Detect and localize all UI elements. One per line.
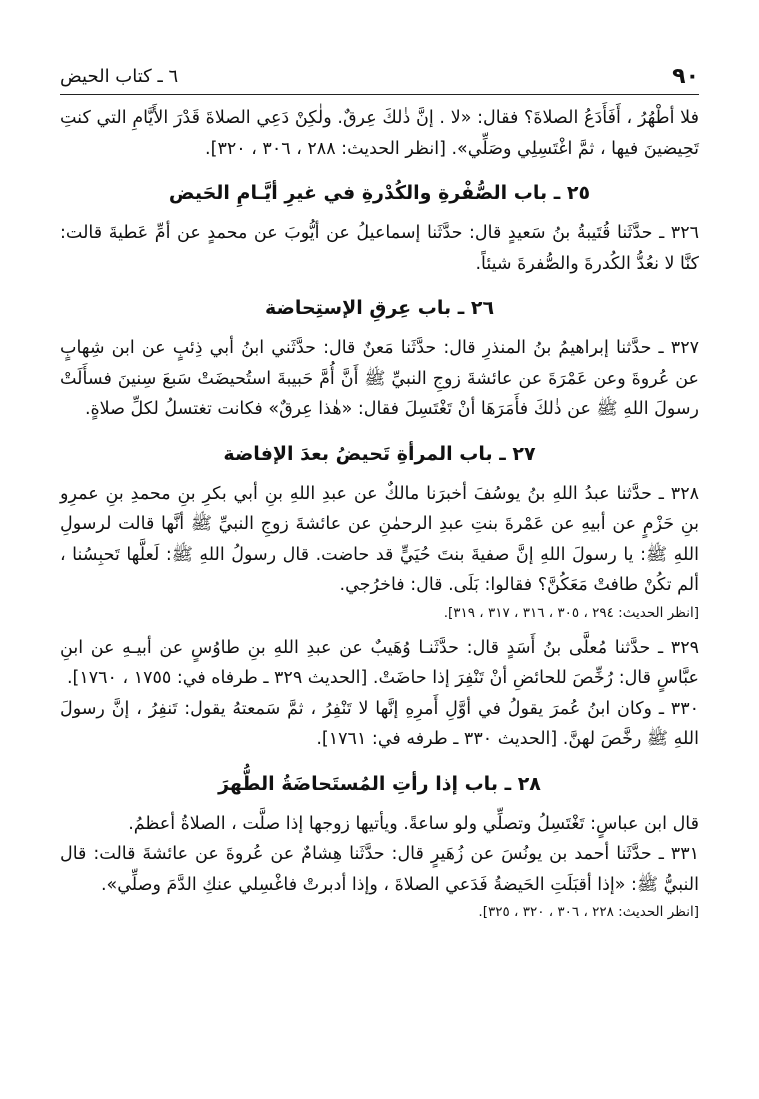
hadith-paragraph: ٣٣١ ـ حدَّثَنا أحمد بن يونُسَ عن زُهَيرٍ قال: حدَّثَنا هِشامٌ عن عُروةَ عن عائشةَ قالت: قال النبيُّ ﷺ: «إذا أقبَلَتِ الحَيضةُ فَدَعي الصلاةَ ، وإذا أدبرتْ فاغْسِلي عنكِ الدَّمَ وصلِّي».: [60, 844, 699, 895]
hadith-paragraph: ٣٢٦ ـ حدَّثَنا قُتَيبةُ بنُ سَعيدٍ قال: حدَّثَنا إسماعيلُ عن أيُّوبَ عن محمدٍ عن أمِّ عَطيةَ قالت: كنَّا لا نعُدُّ الكُدرةَ والصُّفرةَ شيئاً.: [60, 223, 699, 274]
section-heading: ٢٥ ـ باب الصُّفْرةِ والكُدْرةِ في غيرِ أيَّـامِ الحَيض: [168, 182, 591, 204]
page-content: [60, 95, 699, 924]
section-heading: ٢٧ ـ باب المرأةِ تَحيضُ بعدَ الإفاضة: [223, 442, 536, 465]
cross-reference: [انظر الحديث: ٢٢٨ ، ٣٠٦ ، ٣٢٠ ، ٣٢٥].: [478, 904, 699, 920]
chapter-title: ٦ ـ كتاب الحيض: [60, 66, 179, 87]
hadith-paragraph: فلا أطْهُرُ ، أَفَأَدَعُ الصلاةَ؟ فقال: «لا . إنَّ ذٰلكَ عِرقٌ. ولٰكِنْ دَعِي الصلاةَ قَدْرَ الأَيَّامِ التي كنتِ تَحِيضينَ فيها ، ثمَّ اغْتَسِلِي وصَلِّي». [انظر الحديث: ٢٨٨ ، ٣٠٦ ، ٣٢٠].: [60, 108, 699, 159]
hadith-paragraph: ٣٢٨ ـ حدَّثنا عبدُ اللهِ بنُ يوسُفَ أخبرَنا مالكٌ عن عبدِ اللهِ بنِ أبي بكرِ بنِ محمدِ بنِ عمرِو بنِ حَزْمٍ عن أبيهِ عن عَمْرةَ بنتِ عبدِ الرحمٰنِ عن عائشةَ زوجِ النبيِّ ﷺ أنَّها قالت لرسولِ اللهِ ﷺ: يا رسولَ اللهِ إنَّ صفيةَ بنتَ حُيَيٍّ قد حاضت. قال رسولُ اللهِ ﷺ: لَعلَّها تَحبِسُنا ، ألم تكُنْ طافتْ مَعَكُنَّ؟ فقالوا: بَلَى. قال: فاخرُجي.: [60, 483, 699, 595]
section-heading: ٢٨ ـ باب إذا رأتِ المُستَحاضَةُ الطُّهرَ: [218, 772, 541, 795]
page-number: ٩٠: [672, 64, 699, 89]
hadith-paragraph: ٣٢٧ ـ حدَّثنا إبراهيمُ بنُ المنذرِ قال: حدَّثَنا مَعنٌ قال: حدَّثَني ابنُ أبي ذِئبٍ عن ابن شِهابٍ عن عُروةَ وعن عَمْرَةَ عن عائشةَ زوجِ النبيِّ ﷺ أَنَّ أُمَّ حَبيبةَ استُحيضَتْ سَبعَ سِنينَ فسأَلَتْ رسولَ اللهِ ﷺ عن ذٰلكَ فأَمَرَهَا أنْ تَغْتَسِلَ فقال: «هٰذا عِرقٌ» فكانت تغتسلُ لكلِّ صلاةٍ.: [60, 338, 699, 419]
cross-reference: [انظر الحديث: ٢٩٤ ، ٣٠٥ ، ٣١٦ ، ٣١٧ ، ٣١٩].: [443, 604, 699, 621]
hadith-paragraph: ٣٣٠ ـ وكان ابنُ عُمرَ يقولُ في أوَّلِ أَمرِهِ إنَّها لا تَنْفِرُ ، ثمَّ سَمعتهُ يقول: تَنفِرُ ، إنَّ رسولَ اللهِ ﷺ رخَّصَ لهنَّ. [الحديث ٣٣٠ ـ طرفه في: ١٧٦١].: [60, 698, 699, 749]
hadith-paragraph: ٣٢٩ ـ حدَّثنا مُعلَّى بنُ أَسَدٍ قال: حدَّثَنـا وُهَيبٌ عن عبدِ اللهِ بنِ طاوُسٍ عن أبيـهِ عن ابنِ عبَّاسٍ قال: رُخِّصَ للحائضِ أنْ تَنْفِرَ إذا حاضَتْ. [الحديث ٣٢٩ ـ طرفاه في: ١٧٥٥ ، ١٧٦٠].: [60, 637, 699, 688]
section-heading: ٢٦ ـ باب عِرقِ الإستِحاضة: [264, 297, 495, 319]
hadith-paragraph: قال ابن عباسٍ: تَغْتَسِلُ وتصلِّي ولو ساعةً. ويأتيها زوجها إذا صلَّت ، الصلاةُ أعظمُ.: [128, 813, 699, 834]
page-header: [60, 60, 699, 95]
